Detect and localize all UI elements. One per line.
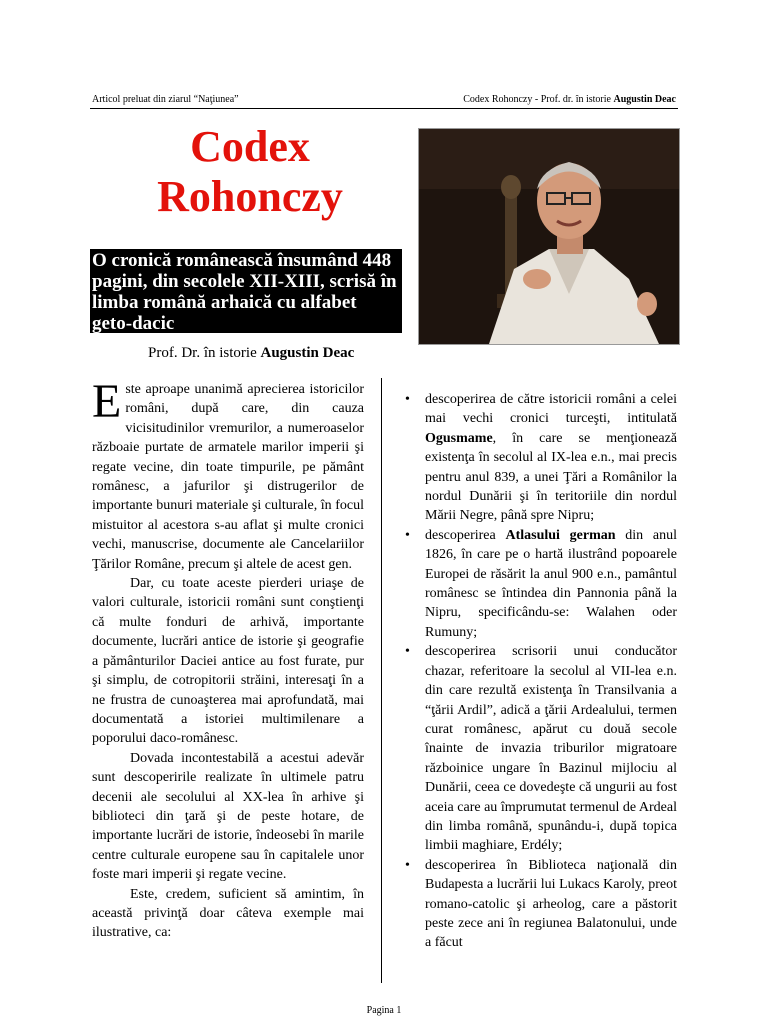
list-item: • descoperirea scrisorii unui conducător chazar, referitoare la secolul al VII-lea e.n. din care rezultă existenţa în Transilvania a “ţării Ardil”, adică a ţării Ardealului, termen curat românesc, apărut cu două secole înainte de invazia triburilor migratoare războinice ungare în Bazinul mijlociu al Dunării, ceea ce dovedeşte că ungurii au fost aceia care au împrumutat termenul de Ardeal din limba română, spunându-i, după topica limbii maghiare, Erdély;	[405, 642, 677, 855]
paragraph: Este, credem, suficient să amintim, în această privinţă doar câteva exemple mai ilustrative, ca:	[92, 886, 364, 941]
author-line: Prof. Dr. în istorie Augustin Deac	[148, 345, 355, 361]
author-photo	[418, 128, 680, 345]
subtitle-box: O cronică românească însumând 448 pagini, din secolele XII-XIII, scrisă în limba română arhaică cu alfabet geto-dacic	[90, 249, 402, 333]
paragraph: Dovada incontestabilă a acestui adevăr sunt descoperirile realizate în ultimele patru decenii ale secolului al XX-lea în arhive şi biblioteci din ţară şi de peste hotare, de importante lucrări de istorie, îndeosebi în marile centre culturale europene sau în capitalele unor foste mari imperii şi regate vecine.	[92, 750, 364, 883]
article-right-column	[405, 390, 677, 953]
header-source: Articol preluat din ziarul “Naţiunea”	[92, 94, 239, 105]
drop-cap: E	[92, 375, 122, 428]
list-item: • descoperirea în Biblioteca naţională din Budapesta a lucrării lui Lukacs Karoly, preot romano-catolic şi arheolog, care a păstorit peste zece ani în regiunea Balatonului, unde a făcut	[405, 856, 677, 953]
paragraph: Dar, cu toate aceste pierderi uriaşe de valori culturale, istoricii români sunt conştienţi că multe fonduri de arhivă, importante documente, lucrări antice de istorie şi geografie a pământurilor Daciei antice au fost furate, pur şi simplu, de cotropitorii străini, interesaţi în a ne frustra de cunoaşterea mai aprofundată, mai documentată a istoriei multimilenare a poporului daco-românesc.	[92, 576, 364, 747]
header-rule	[90, 108, 678, 109]
list-item: • descoperirea de către istoricii români a celei mai vechi cronici turceşti, intitulată Ogusmame, în care se menţionează existenţa în secolul al IX-lea e.n., mai precis pentru anul 839, a unei Ţări a Românilor la nordul Dunării şi în teritoriile din nordul Mării Negre, până spre Nipru;	[405, 390, 677, 526]
bullet-list	[405, 390, 677, 953]
page-number: Pagina 1	[366, 1005, 402, 1016]
portrait-photo-icon	[419, 129, 679, 344]
page-title: Codex Rohonczy	[157, 122, 343, 221]
header-title: Codex Rohonczy - Prof. dr. în istorie Augustin Deac	[463, 94, 676, 105]
paragraph: Este aproape unanimă aprecierea istoricilor români, după care, din cauza vicisitudinilor vremurilor, a numeroaselor războaie purtate de armatele marilor imperii şi regate vecine, din toate timpurile, pe pământ românesc, a jafurilor şi distrugerilor de importante bunuri materiale şi culturale, în focul mistuitor al acestora s-au aflat şi multe cronici vechi, manuscrise, documente ale Cancelariilor Ţărilor Române, precum şi altele de acest gen.	[92, 375, 364, 572]
column-divider	[381, 378, 382, 983]
article-left-column	[92, 375, 364, 943]
list-item: • descoperirea Atlasului german din anul 1826, în care pe o hartă ilustrând popoarele Europei de răsărit la anul 900 e.n., pamântul românesc se întindea din Pannonia până la Nipru, specificându-se: Walahen oder Rumuny;	[405, 526, 677, 642]
